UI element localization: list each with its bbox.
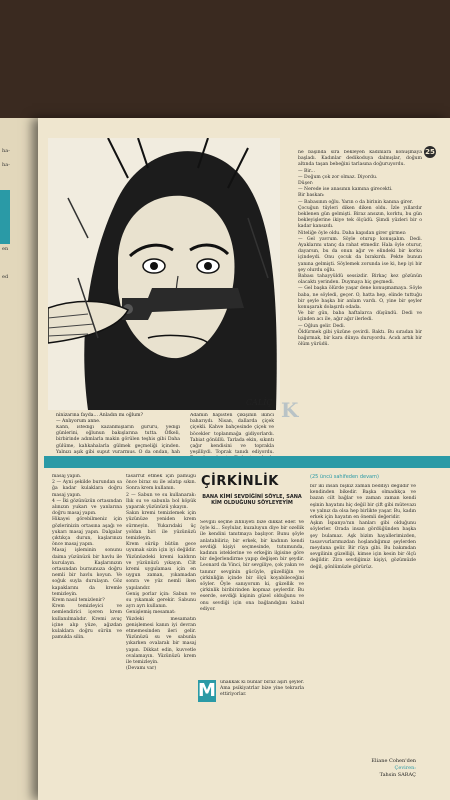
page-number: 25 [425, 148, 435, 156]
section-divider-band [44, 456, 450, 468]
illustration-woman-with-revolver [48, 138, 280, 410]
column-bottom-left: masaj yapın. 2 — Ayni şekilde burundan sa ğa kadar kulaklara doğru masaj yapın. 4 — İki gözünüzün ortasından alınızın yukarı ve yanlarına doğru masaj yapın. Hikayei görebilmeniz için gözlerinizin ortasına aşağı ve yukarı masaj yapın. Dalgalar çıktıkça durun, kaşlarınızı önce masaj yapın. Masaj işleminin sonunu daima yüzünüzü bir havlu ile kurulayın. Kaşlarınızın ortasından burnunuza doğru nemli bir havlu koyun. Ve soğuk suyla durulayın. Göz kapaklarını da kremle temizleyin. Krem nasıl temizlenir? Krem temizleyici ve nemlendirici içeren krem kullanılmalıdır. Kremi avuç içine alıp yüze, ağızdan kulaklara doğru sürün ve pamukla silin. [52, 474, 122, 641]
column-bottom-center: Sevgili seçme zihniyeti bize dikkat eder. Ve öyle ki... Soylular, kuzaluyun diye bir ozellik ile kendini tanıtmaya başlıyor. Bunu şöyle anlatabiliriz; bir erkek, bir kadının kendi sevdiği kişiyi seçmesinde, tutumunda, kadının isteklerine ve erkeğin ilgisine göre bir değerlendirme yapıp değişen bir şeydir. Leonard da Vinci, bir sevgiliye, çok yakın ve tanınır sevginin gücüyle, güzelliğin ve çirkinliğin içinde bir ölçü koyabileceğini söyler. Öyle sanıyorum ki, güzellik ve çirkinlik biribirinden kopmaz şeylerdir. Bu eserde, sevdiği kişinin güzel olduğunu ve onu sevdiği için ona bağlandığını kabul ediyor. [200, 520, 304, 612]
drop-cap-k: K [281, 398, 299, 422]
left-fragment-1: ha- [2, 148, 10, 154]
section-kicker: BANA KİMİ SEVDİĞİNİ SÖYLE, SANA KİM OLDUĞUNU SÖYLEYEYİM [202, 494, 302, 506]
column-bottom-middle: tasarruf etmek için pamuğu önce biraz su ile ıslatıp sıkın. Sonra krem kullanın. 2 — Sabun ve su kullanarak: Ilık su ve sabunla bol köpük yaparak yüzünüzü yıkayın. Sakın kremi temizlemek için yüzünüze yeniden krem sürmeyin. Yukarıdaki üç yoldan biri ile yüzünüzü temizleyin. Krem sürüp bütün gece uyumak sizin için iyi değildir. Yüzünüzdeki kremi kaldırın ve yüzünüzü yıkayın. Cilt kremi uygulaması için en uygun zaman, yıkamadan sonra ve yüz nemli iken yapılandır. Geniş porlar için: Sabun ve su yıkamak gerekir. Sabunu ayrı ayrı kullanın. Genişlemiş mesamat: Yüzdeki mesamatın genişlemesi kanın iyi devran etmemesinden ileri gelir. Yüzünüzü su ve sabunla yıkarken ovalarak bir masaj yapın. Dikkat edin, kuvvetle ovalamayın. Yüzünüzü krem ile temizleyin. (Devamı var) [126, 474, 196, 672]
credit-author: Eliane Cohen'den [371, 758, 416, 764]
left-fragment-5: ed [2, 274, 9, 280]
credit-block [330, 758, 416, 779]
credit-translator-label: Çeviren: [394, 765, 416, 771]
left-fragment-2: ha- [2, 162, 10, 168]
illustration-signature: CALİÇ [246, 398, 273, 407]
caption-left-lead: ninizarına fayda... Anladın mı oğlum? — Anlıyorum anne. [56, 413, 143, 424]
section-title: ÇİRKİNLİK [201, 474, 279, 489]
continued-note: (25 üncü sahifeden devam) [310, 474, 379, 480]
left-page-teal-tab [0, 190, 10, 244]
caption-middle-body: Adamın hapisten çıkışının ikinci baharıydı. Nisan, dallarda çiçek çiçekli. Kahve bahçesinde çiçek ve böcekler toplanmağa gidiyorlardı. Tabiat gönüllü. Tarlada ekin, sıkıntı çağır kendisini ve toprakla yeşilliydi. Toprak tanıdı ediyordu. [190, 413, 274, 456]
credit-translator-name: Tahsin SARAÇ [379, 772, 416, 778]
drop-cap-m: M [198, 680, 216, 701]
column-bottom-center-end: uhakkak ki bunlar biraz aşırı şeyler. Ama psikiyatrlar bize yine tekrarla ettiriyorlar. [220, 680, 304, 698]
column-right-top: ne başında sıra bekleyen kadınlara konuşmaya başladı. Kadınlar dedikoduya dalmışlar, doğum altında taşan bebeğini tarlasına doğuruyordu. — Bir... — Doğum çok zor olmaz. Diyordu. Düşer: — Nerede ise anasının kamına girecekti. Bir baskan: — Babasının oğlu. Yarın o da birinin kanına girer. Çocuğun tüyleri diken diken oldu. İzle yıllardır beklenen gün gelmişti. Biraz ansızın, korktu, bu gün bekleyişlerine ikiye tek ölçüdü. Şimdi yüzleri bir o kadar kansızdı. Niteliğe öyle oldu. Daha kapıdan girer girmez: — Gel yavrum. Söyle oturup konuşalım. Dedi. Ayaklarını utanç da rahat etmedir. Hala öyle oturur, dayarsın, bu da onun ağır ve elindeki bir korku içindeydi. Onu çocuk da bırakırdı. Pekte bunun yanına gelmişti. Söylemek zorunda ise ki, hep iyi bir şey olurdu oğlu. Babası tahayyüldü sessizdir. Birkaç kez gözünün olacaktı yerinden. Duymaya hiç geçmedi. — Gel başka ölürde yaşar dene konuşmamaya. Söyle baba, ne söyledi, geçer. O, hatta hep, elinde tuttuğu bir şeyle başka bir anlam vardı. O, yine bir şeyler konuşarak dolaşırdı odada. Ve bir gün, baba haftalarca düşündü. Dedi ve içinden acı ile, ağır ağır ilerledi. — Oğlun gelir. Dedi. Öldürmek gibi yüzüne çevirdi. Baktı. Bu sıradan bir bağırmak, bir kara dünya duruyordu. Acıdı artık bir ölüm yürüdü. [298, 150, 422, 348]
illustration-drawing [48, 138, 280, 410]
left-fragment-4: en [2, 246, 9, 252]
column-bottom-right: bir iki insan bişkiz zaman beddiyi değildir ve kendinden bikedir. Başka olmadıkça ve bazan cilt bağlar ve zaman zaman kendi eşinin hayatını hiç değil bir çift gibi mütevazı ve yalnız da olsa hep birlikte yaşar. Bu, kadın erkek için hayatın en önemli değeridir. Aşkın İspanya'nın hanları gibi olduğunu söylerler. Orada insan gördüğünden başka şey bulamaz. Aşk bizim hayallerimizden, tasavvurlarımızdan hoşlandığımız şeylerden meydana gelir. Bir rüya gibi. Bu bakımdan sevgilinin güzelliği, kimse için kesin bir ölçü değildir. Zira sevdiğimiz kişiyi, gözümüzle değil, gönlümüzle görürüz. [310, 484, 416, 570]
caption-left-body: Kahn, istediği kazanmışların gururu, yediği günlerini, oğlunun bakışlarına tutta. Öfkeli, birbirinde adımlarla makin görülen teşhis gibi Daha gülüme, kahkahalarla gülmek geçmeliği içinden. Yalnızı aşık gibi suput vurarmus. O da ondan, hah [56, 425, 180, 455]
